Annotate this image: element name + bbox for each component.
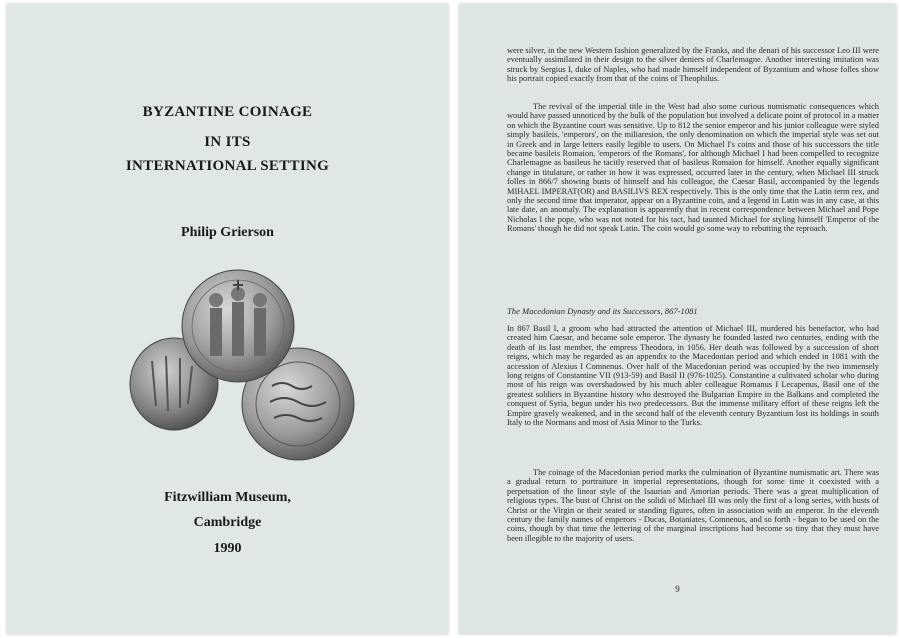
page-number: 9 xyxy=(675,584,680,594)
cover-title-line-3: INTERNATIONAL SETTING xyxy=(125,158,330,174)
section-heading: The Macedonian Dynasty and its Successors, 867-1081 xyxy=(507,306,698,316)
paragraph-4: The coinage of the Macedonian period marks the culmination of Byzantine numismatic art. There was a gradual return to portraiture in imperial representations, though for some time it coexisted with a perpetuation of the linear style of the Isaurian and Amorian periods. There was a great multiplication of religious types. The bust of Christ on the solidi of Michael III was only the first of a long series, with busts of Christ or the Virgin or their seated or standing figures, often in association with an emperor. In the eleventh century the family names of emperors - Ducas, Botaniates, Comnenus, and so forth - began to be used on the coins, though by that time the lettering of the marginal inscriptions had become so tiny that they must have been illegible to the majority of users. xyxy=(507,468,879,543)
cover-title-line-1: BYZANTINE COINAGE xyxy=(142,104,313,120)
cover-title-line-2: IN ITS xyxy=(204,134,251,150)
paragraph-3: In 867 Basil I, a groom who had attracted the attention of Michael III, murdered his benefactor, who had created him Caesar, and became sole emperor. The dynasty he founded lasted two centuries, ending with the death of its last member, the empress Theodora, in 1056. Her death was followed by a succession of short reigns, which may be regarded as an appendix to the Macedonian period and which ended in 1081 with the accession of Alexius I Comnenus. Over half of the Macedonian period was occupied by the two immensely long reigns of Constantine VII (913-59) and Basil II (976-1025). Constantine a cultivated scholar who during most of his reign was overshadowed by his much abler colleague Romanus I Lecapenus, Basil one of the greatest soldiers in Byzantine history who destroyed the Bulgarian Empire in the Balkans and completed the conquest of Syria, begun under his two predecessors. But the immense military effort of these reigns left the Empire gravely weakened, and in the second half of the eleventh century Byzantium lost its holdings in south Italy to the Normans and most of Asia Minor to the Turks. xyxy=(507,324,879,428)
inner-page xyxy=(459,4,896,634)
paragraph-2: The revival of the imperial title in the West had also some curious numismatic consequences which would have passed unnoticed by the bulk of the population but involved a delicate point of protocol in a matter on which the Byzantine court was sensitive. Up to 812 the senior emperor and his junior colleague were styled simply basileis, 'emperors', on the miliaresion, the only denomination on which the imperial style was set out in Greek and in large letters easily legible to users. On Michael I's coins and those of his successors the title became basileis Romaion, 'emperors of the Romans', for although Michael I had been compelled to recognize Charlemagne as basileus he tacitly reserved that of basileus Romaion for himself. Another equally significant change in titulature, or rather in how it was expressed, occurred later in the century, when Michael III struck folles in 866/7 showing busts of himself and his colleague, the Caesar Basil, accompanied by the legends MIHAEL IMPERAT(OR) and BASILIVS REX respectively. This is the only time that the Latin term rex, and only the second time that imperator, appear on a Byzantine coin, and a legend in Latin was in any case, at this late date, an anomaly. The explanation is apparently that in recent correspondence between Michael and Pope Nicholas I the pope, who was not noted for his tact, had taunted Michael for styling himself 'Emperor of the Romans' though he did not speak Latin. The coin would go some way to rebutting the reproach. xyxy=(507,102,879,234)
cover-city: Cambridge xyxy=(193,515,262,530)
paragraph-1: were silver, in the new Western fashion generalized by the Franks, and the denari of his successor Leo III were eventually assimilated in their design to the silver deniers of Charlemagne. Another interesting imitation was struck by Sergius I, duke of Naples, who had made himself independent of Byzantium and whose folles show his portrait copied exactly from that of the coins of Theophilus. xyxy=(507,46,879,84)
coins-illustration xyxy=(122,266,362,466)
cover-publisher: Fitzwilliam Museum, xyxy=(164,490,291,505)
cover-author: Philip Grierson xyxy=(181,225,274,240)
coin-center xyxy=(182,270,294,382)
cover-year: 1990 xyxy=(213,541,242,556)
booklet-cover xyxy=(7,4,448,634)
